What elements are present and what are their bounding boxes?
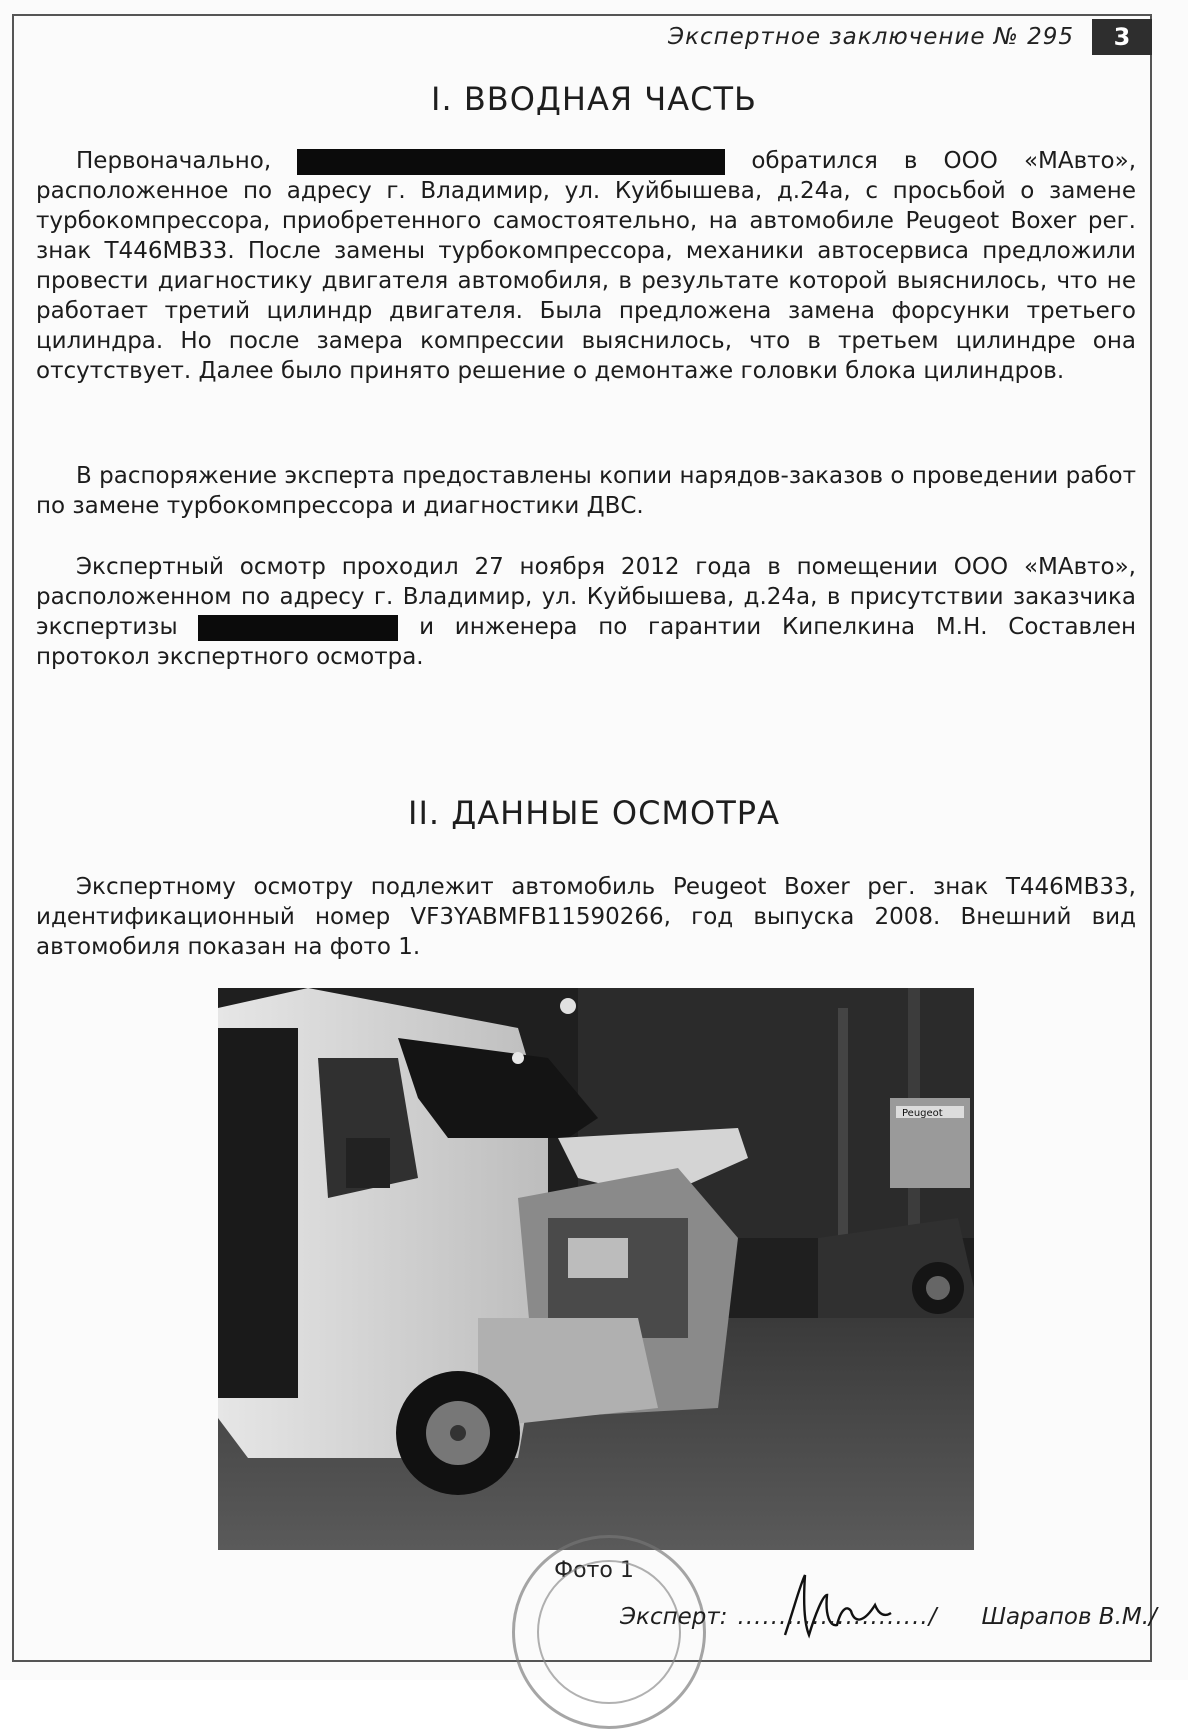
header-title: Экспертное заключение № 295 <box>668 24 1074 50</box>
section-heading-intro: I. ВВОДНАЯ ЧАСТЬ <box>431 80 757 118</box>
round-seal-stamp <box>512 1535 706 1729</box>
expert-signature-line <box>620 1604 1157 1630</box>
intro-paragraph-2: В распоряжение эксперта предоставлены копии нарядов-заказов о проведении работ по замене турбокомпрессора и диагностики ДВС. <box>36 463 1136 519</box>
intro-p3-start: Экспертный осмотр проходил 27 ноября 2012 года в помещении ООО «МАвто», расположенном по адресу г. Владимир, ул. Куйбышева, д.24а, в присутствии заказчика экспертизы <box>36 554 1136 640</box>
inspection-paragraph-1: Экспертному осмотру подлежит автомобиль Peugeot Boxer рег. знак Т446МВ33, идентификационный номер VF3YABMFB11590266, год выпуска 2008. Внешний вид автомобиля показан на фото 1. <box>36 874 1136 960</box>
vehicle-photo <box>218 988 974 1550</box>
expert-label: Эксперт: <box>620 1604 728 1630</box>
intro-paragraph-3 <box>36 552 1136 672</box>
intro-p1-rest: обратился в ООО «МАвто», расположенное по адресу г. Владимир, ул. Куйбышева, д.24а, с просьбой о замене турбокомпрессора, приобретенного самостоятельно, на автомобиле Peugeot Boxer рег. знак Т446МВ33. После замены турбокомпрессора, механики автосервиса предложили провести диагностику двигателя автомобиля, в результате которой выяснилось, что не работает третий цилиндр двигателя. Была предложена замена форсунки третьего цилиндра. Но после замера компрессии выяснилось, что в третьем цилиндре она отсутствует. Далее было принято решение о демонтаже головки блока цилиндров. <box>36 148 1137 384</box>
expert-name: Шарапов В.М./ <box>981 1604 1157 1630</box>
redaction-bar <box>297 149 725 175</box>
page-number-badge: 3 <box>1092 19 1152 55</box>
photo-caption: Фото 1 <box>554 1558 634 1583</box>
intro-p3-rest: и инженера по гарантии Кипелкина М.Н. Составлен протокол экспертного осмотра. <box>36 614 1137 670</box>
section-heading-inspection: II. ДАННЫЕ ОСМОТРА <box>408 794 780 832</box>
intro-p1-start: Первоначально, <box>76 148 272 174</box>
redaction-bar <box>198 615 398 641</box>
page-header <box>668 14 1152 60</box>
signature-dots: ......................./ <box>737 1604 938 1630</box>
intro-paragraph-1 <box>36 146 1136 386</box>
dealer-sign-text: Peugeot <box>902 1108 943 1119</box>
vehicle-photo-illustration <box>218 988 974 1550</box>
